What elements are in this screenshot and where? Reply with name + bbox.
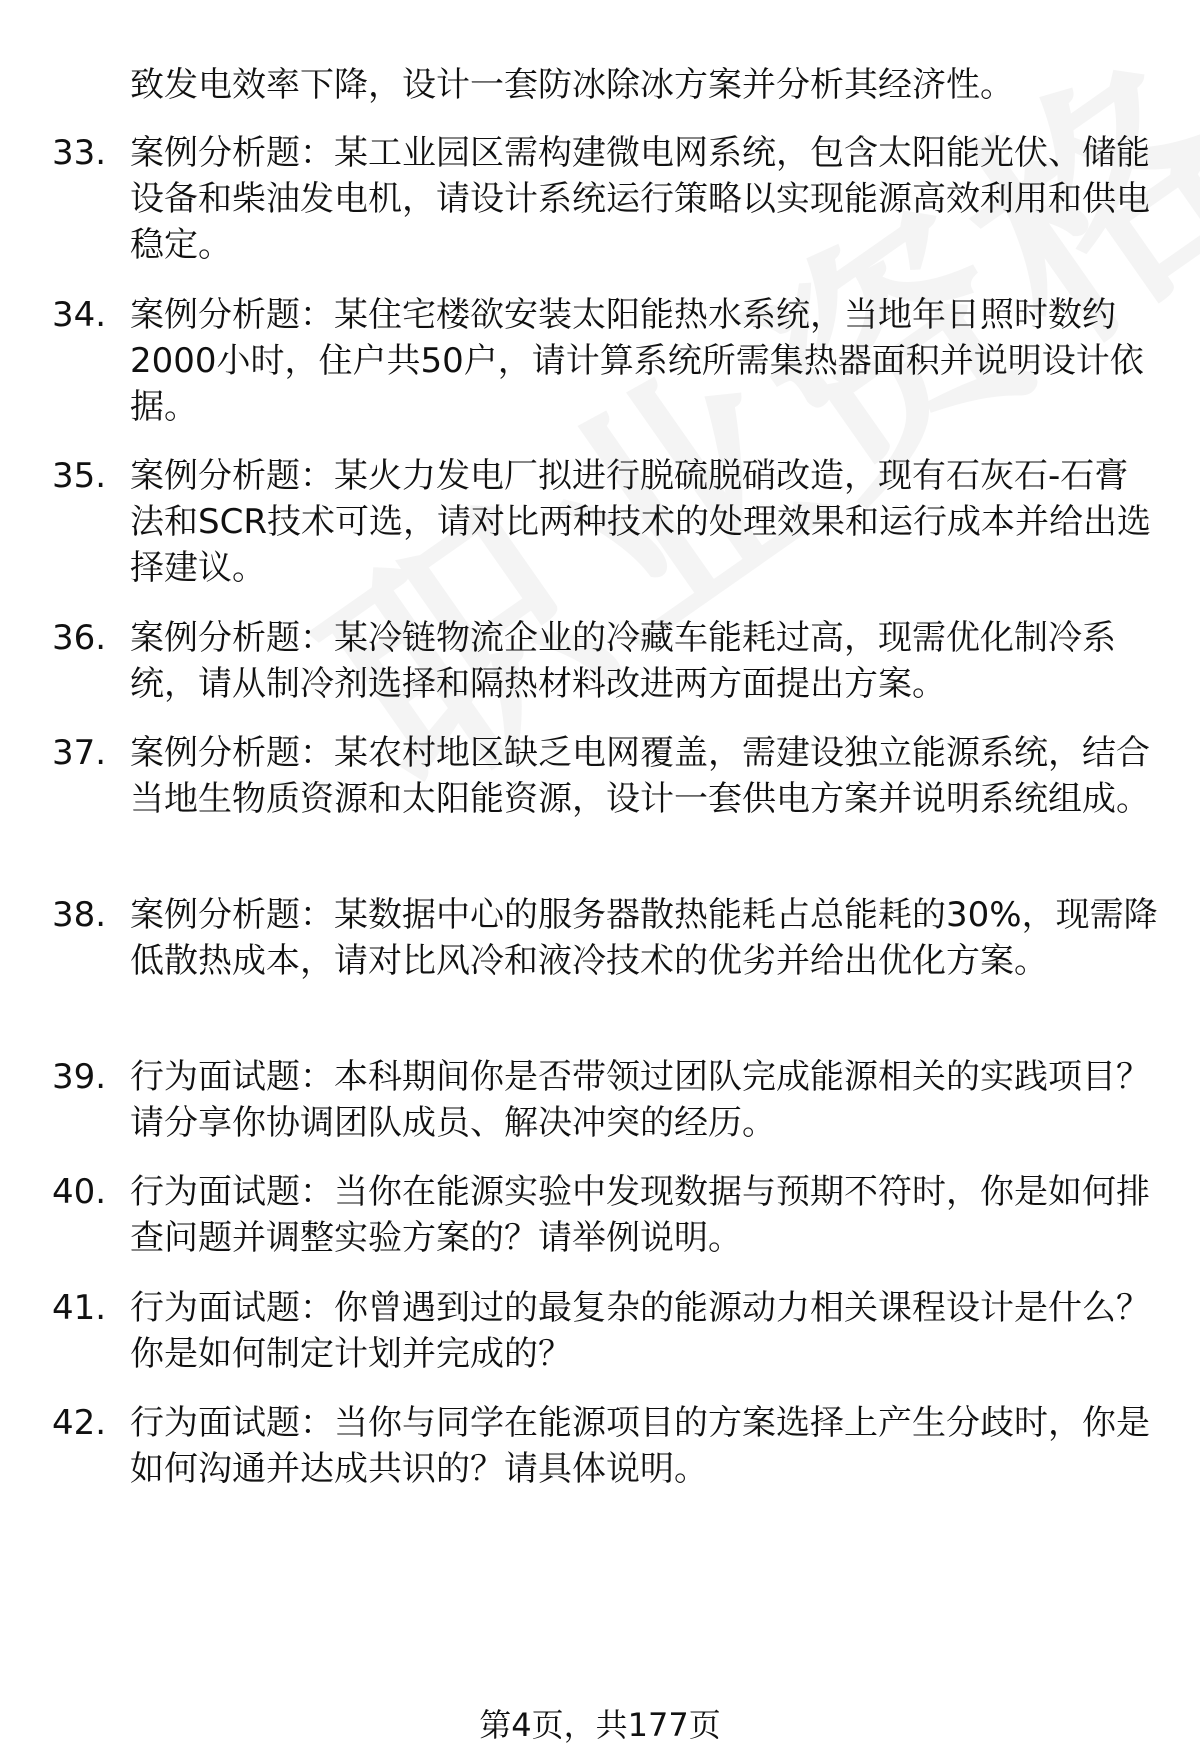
list-item bbox=[52, 1400, 1160, 1492]
list-item bbox=[52, 130, 1160, 268]
list-item bbox=[52, 892, 1160, 984]
item-text: 案例分析题：某数据中心的服务器散热能耗占总能耗的30%，现需降低散热成本，请对比风冷和液冷技术的优劣并给出优化方案。 bbox=[130, 895, 1158, 981]
list-item bbox=[52, 1054, 1160, 1146]
item-number: 38. bbox=[52, 895, 107, 935]
continued-paragraph: 致发电效率下降，设计一套防冰除冰方案并分析其经济性。 bbox=[130, 65, 1014, 105]
item-text: 案例分析题：某冷链物流企业的冷藏车能耗过高，现需优化制冷系统，请从制冷剂选择和隔热材料改进两方面提出方案。 bbox=[130, 618, 1116, 704]
item-number: 40. bbox=[52, 1172, 107, 1212]
item-text: 行为面试题：你曾遇到过的最复杂的能源动力相关课程设计是什么？你是如何制定计划并完成的？ bbox=[130, 1288, 1150, 1374]
list-item bbox=[52, 453, 1160, 591]
page-footer: 第4页，共177页 bbox=[479, 1706, 721, 1744]
item-text: 案例分析题：某火力发电厂拟进行脱硫脱硝改造，现有石灰石-石膏法和SCR技术可选，请对比两种技术的处理效果和运行成本并给出选择建议。 bbox=[130, 456, 1151, 588]
list-item bbox=[52, 292, 1160, 430]
list-item bbox=[52, 615, 1160, 707]
list-item bbox=[52, 1285, 1160, 1377]
list-item bbox=[52, 730, 1160, 822]
item-number: 36. bbox=[52, 618, 107, 658]
item-number: 33. bbox=[52, 133, 107, 173]
item-text: 案例分析题：某工业园区需构建微电网系统，包含太阳能光伏、储能设备和柴油发电机，请设计系统运行策略以实现能源高效利用和供电稳定。 bbox=[130, 133, 1150, 265]
item-text: 行为面试题：本科期间你是否带领过团队完成能源相关的实践项目？请分享你协调团队成员、解决冲突的经历。 bbox=[130, 1057, 1150, 1143]
item-number: 37. bbox=[52, 733, 107, 773]
item-text: 行为面试题：当你在能源实验中发现数据与预期不符时，你是如何排查问题并调整实验方案的？请举例说明。 bbox=[130, 1172, 1150, 1258]
item-number: 34. bbox=[52, 295, 107, 335]
item-text: 案例分析题：某农村地区缺乏电网覆盖，需建设独立能源系统，结合当地生物质资源和太阳能资源，设计一套供电方案并说明系统组成。 bbox=[130, 733, 1150, 819]
list-item bbox=[52, 1169, 1160, 1261]
item-number: 35. bbox=[52, 456, 107, 496]
item-text: 案例分析题：某住宅楼欲安装太阳能热水系统，当地年日照时数约2000小时，住户共50户，请计算系统所需集热器面积并说明设计依据。 bbox=[130, 295, 1144, 427]
item-number: 41. bbox=[52, 1288, 107, 1328]
item-text: 行为面试题：当你与同学在能源项目的方案选择上产生分歧时，你是如何沟通并达成共识的？请具体说明。 bbox=[130, 1403, 1150, 1489]
item-number: 42. bbox=[52, 1403, 107, 1443]
item-number: 39. bbox=[52, 1057, 107, 1097]
